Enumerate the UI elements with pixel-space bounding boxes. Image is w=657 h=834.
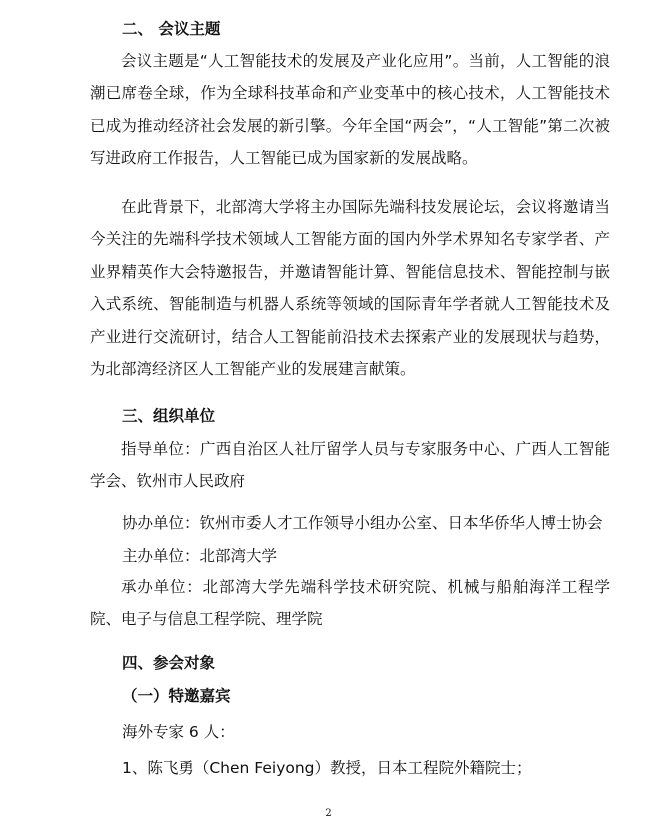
section-heading-organizers: 三、组织单位 (122, 407, 216, 425)
organizer-co-organizer: 协办单位：钦州市委人才工作领导小组办公室、日本华侨华人博士协会 (122, 514, 603, 532)
subheading-special-guests: （一）特邀嘉宾 (122, 687, 231, 705)
page-number: 2 (325, 808, 332, 819)
section-heading-theme: 二、 会议主题 (122, 20, 221, 38)
organizer-undertaker: 承办单位：北部湾大学先端科学技术研究院、机械与船舶海洋工程学院、电子与信息工程学院、理学院 (90, 578, 610, 629)
organizer-guiding-unit: 指导单位：广西自治区人社厅留学人员与专家服务中心、广西人工智能学会、钦州市人民政府 (90, 440, 610, 491)
paragraph-theme-background: 在此背景下，北部湾大学将主办国际先端科技发展论坛，会议将邀请当今关注的先端科学技术领域人工智能方面的国内外学术界知名专家学者、产业界精英作大会特邀报告，并邀请智能计算、智能信息技术、智能控制与嵌入式系统、智能制造与机器人系统等领域的国际青年学者就人工智能技术及产业进行交流研讨，结合人工智能前沿技术去探索产业的发展现状与趋势，为北部湾经济区人工智能产业的发展建言献策。 (90, 198, 610, 379)
overseas-experts-count: 海外专家 6 人： (122, 723, 235, 741)
expert-list-item: 1、陈飞勇（Chen Feiyong）教授，日本工程院外籍院士； (122, 759, 532, 777)
section-heading-participants: 四、参会对象 (122, 654, 216, 672)
paragraph-theme-intro: 会议主题是“人工智能技术的发展及产业化应用”。当前，人工智能的浪潮已席卷全球，作为全球科技革命和产业变革中的核心技术，人工智能技术已成为推动经济社会发展的新引擎。今年全国“两会”，“人工智能”第二次被写进政府工作报告，人工智能已成为国家新的发展战略。 (90, 52, 610, 168)
organizer-host: 主办单位：北部湾大学 (122, 547, 278, 565)
